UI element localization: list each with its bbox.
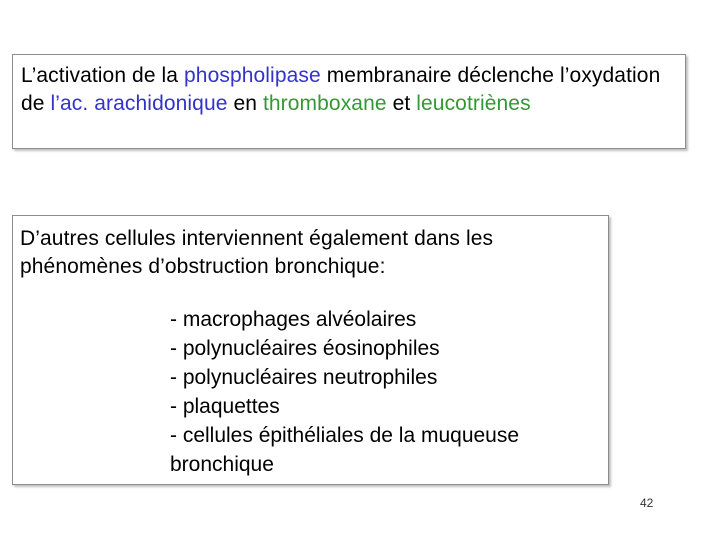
text-segment: L’activation de la — [21, 64, 185, 87]
term-arachidonic-acid: l’ac. arachidonique — [50, 92, 228, 115]
list-item: - cellules épithéliales de la muqueuse bronchique — [170, 424, 520, 476]
text-segment: en — [227, 92, 263, 115]
term-thromboxane: thromboxane — [262, 92, 387, 115]
cell-list — [170, 305, 608, 479]
paragraph-activation — [21, 62, 685, 118]
text-box-phospholipase — [12, 54, 686, 149]
slide-number: 42 — [640, 496, 654, 510]
list-item: - plaquettes — [170, 395, 280, 418]
term-leucotrienes: leucotriènes — [416, 92, 531, 115]
list-item: - polynucléaires neutrophiles — [170, 366, 438, 389]
text-box-other-cells — [12, 215, 609, 485]
text-segment: membranaire déclenche l’oxydation de — [21, 64, 661, 115]
paragraph-other-cells: D’autres cellules interviennent également dans les phénomènes d’obstruction bronchique: — [20, 227, 494, 278]
text-segment: et — [386, 92, 417, 115]
list-item: - polynucléaires éosinophiles — [170, 337, 440, 360]
term-phospholipase: phospholipase — [184, 64, 321, 87]
list-item: - macrophages alvéolaires — [170, 308, 417, 331]
